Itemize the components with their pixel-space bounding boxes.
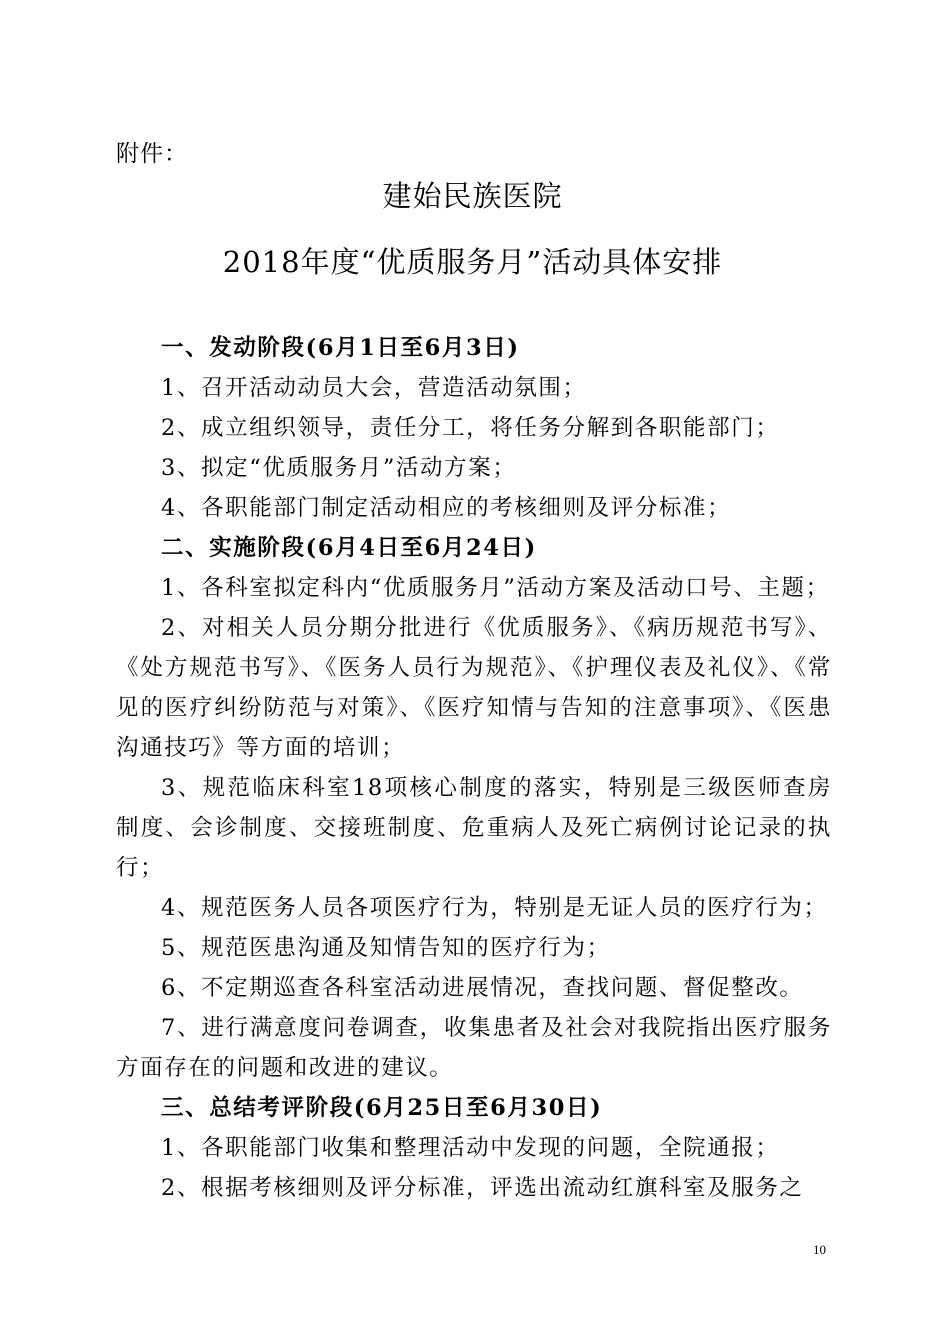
paragraph: 4、规范医务人员各项医疗行为，特别是无证人员的医疗行为； [161, 895, 828, 921]
section-heading-implementation: 二、实施阶段(6月4日至6月24日) [161, 535, 537, 561]
document-title-hospital: 建始民族医院 [382, 179, 563, 213]
paragraph: 2、成立组织领导，责任分工，将任务分解到各职能部门； [161, 415, 780, 441]
paragraph: 4、各职能部门制定活动相应的考核细则及评分标准； [161, 495, 732, 521]
paragraph: 3、拟定“优质服务月”活动方案； [161, 455, 517, 481]
paragraph: 2、根据考核细则及评分标准，评选出流动红旗科室及服务之 [161, 1175, 804, 1201]
paragraph: 1、召开活动动员大会，营造活动氛围； [161, 375, 587, 401]
paragraph: 1、各科室拟定科内“优质服务月”活动方案及活动口号、主题； [161, 575, 830, 601]
attachment-label: 附件： [116, 141, 188, 167]
section-heading-summary: 三、总结考评阶段(6月25日至6月30日) [161, 1095, 603, 1121]
section-heading-launch: 一、发动阶段(6月1日至6月3日) [161, 335, 520, 361]
paragraph: 1、各职能部门收集和整理活动中发现的问题，全院通报； [161, 1135, 780, 1161]
document-title-activity: 2018年度“优质服务月”活动具体安排 [222, 245, 723, 279]
paragraph: 2、对相关人员分期分批进行《优质服务》、《病历规范书写》、《处方规范书写》、《医务人员行为规范》、《护理仪表及礼仪》、《常见的医疗纠纷防范与对策》、《医疗知情与告知的注意事项》、《医患沟通技巧》等方面的培训； [116, 615, 832, 761]
paragraph: 3、规范临床科室18项核心制度的落实，特别是三级医师查房制度、会诊制度、交接班制度、危重病人及死亡病例讨论记录的执行； [116, 775, 832, 881]
paragraph: 7、进行满意度问卷调查，收集患者及社会对我院指出医疗服务方面存在的问题和改进的建议。 [116, 1015, 832, 1081]
paragraph: 5、规范医患沟通及知情告知的医疗行为； [161, 935, 611, 961]
document-body [116, 328, 832, 1208]
paragraph: 6、不定期巡查各科室活动进展情况，查找问题、督促整改。 [161, 975, 804, 1001]
page-number: 10 [813, 1242, 826, 1257]
